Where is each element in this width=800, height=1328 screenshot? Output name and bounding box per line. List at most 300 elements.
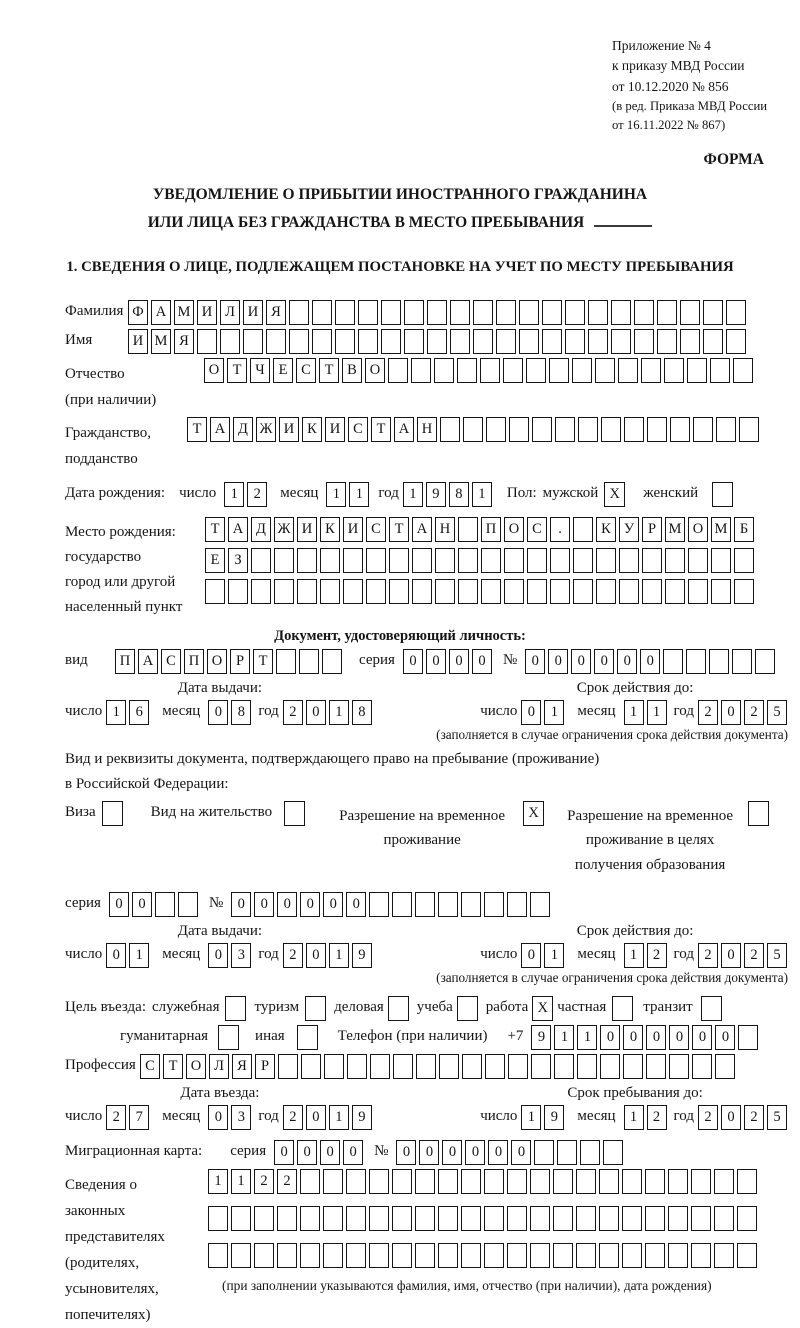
char-cell[interactable] xyxy=(714,1206,734,1231)
char-cell[interactable] xyxy=(618,358,638,383)
char-cell[interactable] xyxy=(532,417,552,442)
char-cell[interactable] xyxy=(588,300,608,325)
char-cell[interactable]: 2 xyxy=(698,1105,718,1130)
char-cell[interactable]: 0 xyxy=(396,1140,416,1165)
char-cell[interactable]: И xyxy=(243,300,263,325)
char-cell[interactable]: 5 xyxy=(767,1105,787,1130)
char-cell[interactable] xyxy=(504,579,524,604)
char-cell[interactable]: 0 xyxy=(472,649,492,674)
char-cell[interactable] xyxy=(600,1054,620,1079)
char-cell[interactable]: 0 xyxy=(511,1140,531,1165)
char-cell[interactable]: 8 xyxy=(231,700,251,725)
char-cell[interactable] xyxy=(389,548,409,573)
char-cell[interactable]: 0 xyxy=(721,943,741,968)
char-cell[interactable] xyxy=(346,1243,366,1268)
char-cell[interactable] xyxy=(322,649,342,674)
char-cell[interactable]: И xyxy=(325,417,345,442)
char-cell[interactable]: 0 xyxy=(623,1025,643,1050)
char-cell[interactable] xyxy=(392,1206,412,1231)
char-cell[interactable] xyxy=(343,548,363,573)
char-cell[interactable] xyxy=(680,300,700,325)
char-cell[interactable] xyxy=(530,892,550,917)
char-cell[interactable] xyxy=(463,417,483,442)
char-cell[interactable] xyxy=(530,1169,550,1194)
char-cell[interactable] xyxy=(323,1169,343,1194)
char-cell[interactable] xyxy=(577,1054,597,1079)
char-cell[interactable] xyxy=(509,417,529,442)
char-cell[interactable]: 0 xyxy=(109,892,129,917)
char-cell[interactable]: Т xyxy=(205,517,225,542)
char-cell[interactable]: 0 xyxy=(646,1025,666,1050)
char-cell[interactable] xyxy=(438,1169,458,1194)
char-cell[interactable]: А xyxy=(151,300,171,325)
char-cell[interactable]: 2 xyxy=(698,943,718,968)
char-cell[interactable] xyxy=(737,1243,757,1268)
residence-permit-checkbox[interactable] xyxy=(284,801,305,826)
char-cell[interactable]: Т xyxy=(319,358,339,383)
char-cell[interactable] xyxy=(297,548,317,573)
char-cell[interactable] xyxy=(381,300,401,325)
char-cell[interactable] xyxy=(289,329,309,354)
char-cell[interactable] xyxy=(438,1243,458,1268)
purpose-other-checkbox[interactable] xyxy=(297,1025,318,1050)
char-cell[interactable]: К xyxy=(302,417,322,442)
char-cell[interactable]: 0 xyxy=(323,892,343,917)
char-cell[interactable] xyxy=(484,1206,504,1231)
char-cell[interactable] xyxy=(542,300,562,325)
char-cell[interactable] xyxy=(481,579,501,604)
char-cell[interactable] xyxy=(435,579,455,604)
char-cell[interactable]: О xyxy=(207,649,227,674)
char-cell[interactable] xyxy=(599,1169,619,1194)
char-cell[interactable]: 0 xyxy=(521,943,541,968)
char-cell[interactable] xyxy=(254,1206,274,1231)
char-cell[interactable] xyxy=(601,417,621,442)
char-cell[interactable]: И xyxy=(279,417,299,442)
char-cell[interactable]: 5 xyxy=(767,700,787,725)
char-cell[interactable]: О xyxy=(204,358,224,383)
char-cell[interactable]: М xyxy=(174,300,194,325)
char-cell[interactable] xyxy=(739,417,759,442)
char-cell[interactable]: 1 xyxy=(208,1169,228,1194)
char-cell[interactable]: 0 xyxy=(306,1105,326,1130)
char-cell[interactable] xyxy=(733,358,753,383)
char-cell[interactable] xyxy=(278,1054,298,1079)
char-cell[interactable] xyxy=(688,548,708,573)
char-cell[interactable] xyxy=(178,892,198,917)
char-cell[interactable] xyxy=(389,579,409,604)
char-cell[interactable] xyxy=(507,1169,527,1194)
char-cell[interactable]: Н xyxy=(435,517,455,542)
char-cell[interactable]: Д xyxy=(233,417,253,442)
char-cell[interactable]: 0 xyxy=(419,1140,439,1165)
char-cell[interactable] xyxy=(663,649,683,674)
char-cell[interactable] xyxy=(346,1206,366,1231)
char-cell[interactable]: 1 xyxy=(231,1169,251,1194)
char-cell[interactable] xyxy=(657,329,677,354)
char-cell[interactable]: И xyxy=(128,329,148,354)
char-cell[interactable]: 0 xyxy=(465,1140,485,1165)
char-cell[interactable]: 0 xyxy=(231,892,251,917)
char-cell[interactable] xyxy=(504,548,524,573)
char-cell[interactable] xyxy=(312,329,332,354)
char-cell[interactable]: 1 xyxy=(349,482,369,507)
char-cell[interactable] xyxy=(572,358,592,383)
char-cell[interactable] xyxy=(734,548,754,573)
char-cell[interactable]: О xyxy=(688,517,708,542)
char-cell[interactable] xyxy=(496,300,516,325)
char-cell[interactable]: О xyxy=(365,358,385,383)
char-cell[interactable] xyxy=(416,1054,436,1079)
char-cell[interactable] xyxy=(205,579,225,604)
char-cell[interactable]: 1 xyxy=(106,700,126,725)
char-cell[interactable]: 9 xyxy=(544,1105,564,1130)
char-cell[interactable]: 7 xyxy=(129,1105,149,1130)
char-cell[interactable]: 5 xyxy=(767,943,787,968)
char-cell[interactable] xyxy=(641,358,661,383)
char-cell[interactable]: 0 xyxy=(721,1105,741,1130)
char-cell[interactable] xyxy=(709,649,729,674)
male-checkbox[interactable]: X xyxy=(604,482,625,507)
char-cell[interactable] xyxy=(320,579,340,604)
char-cell[interactable]: Я xyxy=(174,329,194,354)
char-cell[interactable] xyxy=(392,1169,412,1194)
char-cell[interactable]: Т xyxy=(253,649,273,674)
char-cell[interactable] xyxy=(688,579,708,604)
char-cell[interactable] xyxy=(473,329,493,354)
char-cell[interactable] xyxy=(596,548,616,573)
char-cell[interactable] xyxy=(461,1169,481,1194)
char-cell[interactable] xyxy=(457,358,477,383)
char-cell[interactable]: 1 xyxy=(624,943,644,968)
char-cell[interactable] xyxy=(526,358,546,383)
char-cell[interactable] xyxy=(301,1054,321,1079)
char-cell[interactable] xyxy=(343,579,363,604)
char-cell[interactable] xyxy=(243,329,263,354)
char-cell[interactable]: 1 xyxy=(544,700,564,725)
char-cell[interactable]: 0 xyxy=(297,1140,317,1165)
char-cell[interactable]: 1 xyxy=(224,482,244,507)
purpose-business-checkbox[interactable] xyxy=(388,996,409,1021)
char-cell[interactable] xyxy=(369,1243,389,1268)
char-cell[interactable]: Б xyxy=(734,517,754,542)
char-cell[interactable] xyxy=(438,1206,458,1231)
char-cell[interactable]: Д xyxy=(251,517,271,542)
char-cell[interactable]: М xyxy=(665,517,685,542)
char-cell[interactable]: 1 xyxy=(521,1105,541,1130)
char-cell[interactable]: 9 xyxy=(352,1105,372,1130)
char-cell[interactable] xyxy=(715,1054,735,1079)
char-cell[interactable] xyxy=(619,548,639,573)
char-cell[interactable]: 2 xyxy=(106,1105,126,1130)
char-cell[interactable] xyxy=(503,358,523,383)
char-cell[interactable]: Т xyxy=(163,1054,183,1079)
char-cell[interactable]: 0 xyxy=(132,892,152,917)
char-cell[interactable]: 1 xyxy=(329,943,349,968)
char-cell[interactable] xyxy=(231,1243,251,1268)
char-cell[interactable]: 0 xyxy=(571,649,591,674)
char-cell[interactable] xyxy=(220,329,240,354)
char-cell[interactable] xyxy=(623,1054,643,1079)
purpose-work-checkbox[interactable]: X xyxy=(532,996,553,1021)
char-cell[interactable] xyxy=(755,649,775,674)
char-cell[interactable] xyxy=(381,329,401,354)
char-cell[interactable]: 0 xyxy=(274,1140,294,1165)
char-cell[interactable] xyxy=(507,892,527,917)
char-cell[interactable] xyxy=(427,329,447,354)
char-cell[interactable] xyxy=(197,329,217,354)
char-cell[interactable] xyxy=(576,1243,596,1268)
char-cell[interactable]: 0 xyxy=(208,943,228,968)
char-cell[interactable] xyxy=(393,1054,413,1079)
char-cell[interactable] xyxy=(254,1243,274,1268)
char-cell[interactable] xyxy=(553,1169,573,1194)
char-cell[interactable] xyxy=(412,548,432,573)
char-cell[interactable] xyxy=(369,1206,389,1231)
char-cell[interactable] xyxy=(557,1140,577,1165)
char-cell[interactable]: 3 xyxy=(231,1105,251,1130)
char-cell[interactable]: 0 xyxy=(306,700,326,725)
char-cell[interactable]: 0 xyxy=(548,649,568,674)
char-cell[interactable] xyxy=(392,892,412,917)
char-cell[interactable]: 1 xyxy=(329,1105,349,1130)
char-cell[interactable]: С xyxy=(296,358,316,383)
char-cell[interactable] xyxy=(670,417,690,442)
char-cell[interactable]: У xyxy=(619,517,639,542)
char-cell[interactable]: Н xyxy=(417,417,437,442)
char-cell[interactable] xyxy=(473,300,493,325)
char-cell[interactable]: 0 xyxy=(300,892,320,917)
char-cell[interactable] xyxy=(726,329,746,354)
char-cell[interactable]: 8 xyxy=(352,700,372,725)
char-cell[interactable] xyxy=(335,329,355,354)
char-cell[interactable] xyxy=(320,548,340,573)
char-cell[interactable]: А xyxy=(412,517,432,542)
char-cell[interactable] xyxy=(450,329,470,354)
char-cell[interactable]: 0 xyxy=(208,1105,228,1130)
char-cell[interactable] xyxy=(507,1206,527,1231)
char-cell[interactable]: 0 xyxy=(343,1140,363,1165)
char-cell[interactable] xyxy=(484,892,504,917)
char-cell[interactable] xyxy=(711,548,731,573)
char-cell[interactable] xyxy=(687,358,707,383)
char-cell[interactable] xyxy=(714,1243,734,1268)
char-cell[interactable]: 0 xyxy=(488,1140,508,1165)
char-cell[interactable]: 2 xyxy=(744,943,764,968)
char-cell[interactable]: 3 xyxy=(231,943,251,968)
char-cell[interactable] xyxy=(622,1169,642,1194)
char-cell[interactable]: 0 xyxy=(669,1025,689,1050)
char-cell[interactable] xyxy=(599,1243,619,1268)
char-cell[interactable]: 0 xyxy=(525,649,545,674)
char-cell[interactable] xyxy=(588,329,608,354)
char-cell[interactable]: 9 xyxy=(426,482,446,507)
char-cell[interactable] xyxy=(481,548,501,573)
char-cell[interactable]: Я xyxy=(266,300,286,325)
char-cell[interactable] xyxy=(634,300,654,325)
char-cell[interactable] xyxy=(462,1054,482,1079)
char-cell[interactable] xyxy=(527,579,547,604)
char-cell[interactable] xyxy=(646,1054,666,1079)
char-cell[interactable]: 0 xyxy=(600,1025,620,1050)
char-cell[interactable] xyxy=(415,1169,435,1194)
char-cell[interactable] xyxy=(714,1169,734,1194)
char-cell[interactable]: 9 xyxy=(352,943,372,968)
char-cell[interactable]: В xyxy=(342,358,362,383)
char-cell[interactable] xyxy=(369,892,389,917)
char-cell[interactable]: 0 xyxy=(254,892,274,917)
char-cell[interactable] xyxy=(737,1169,757,1194)
char-cell[interactable] xyxy=(438,892,458,917)
char-cell[interactable] xyxy=(555,417,575,442)
char-cell[interactable] xyxy=(527,548,547,573)
char-cell[interactable] xyxy=(578,417,598,442)
purpose-private-checkbox[interactable] xyxy=(612,996,633,1021)
char-cell[interactable]: 0 xyxy=(442,1140,462,1165)
char-cell[interactable] xyxy=(484,1169,504,1194)
char-cell[interactable] xyxy=(691,1169,711,1194)
char-cell[interactable] xyxy=(553,1243,573,1268)
char-cell[interactable]: 2 xyxy=(283,1105,303,1130)
char-cell[interactable]: Р xyxy=(230,649,250,674)
char-cell[interactable]: Т xyxy=(371,417,391,442)
char-cell[interactable]: 9 xyxy=(531,1025,551,1050)
char-cell[interactable] xyxy=(531,1054,551,1079)
char-cell[interactable] xyxy=(392,1243,412,1268)
char-cell[interactable]: 0 xyxy=(715,1025,735,1050)
char-cell[interactable] xyxy=(645,1169,665,1194)
char-cell[interactable] xyxy=(703,300,723,325)
char-cell[interactable]: 0 xyxy=(521,700,541,725)
char-cell[interactable] xyxy=(415,1206,435,1231)
char-cell[interactable]: 2 xyxy=(254,1169,274,1194)
char-cell[interactable] xyxy=(710,358,730,383)
char-cell[interactable] xyxy=(485,1054,505,1079)
char-cell[interactable] xyxy=(668,1169,688,1194)
char-cell[interactable]: Ж xyxy=(274,517,294,542)
char-cell[interactable]: 0 xyxy=(320,1140,340,1165)
char-cell[interactable]: С xyxy=(161,649,181,674)
char-cell[interactable] xyxy=(665,579,685,604)
char-cell[interactable]: 0 xyxy=(640,649,660,674)
char-cell[interactable] xyxy=(347,1054,367,1079)
char-cell[interactable] xyxy=(458,517,478,542)
char-cell[interactable]: Ж xyxy=(256,417,276,442)
char-cell[interactable]: Т xyxy=(187,417,207,442)
char-cell[interactable] xyxy=(439,1054,459,1079)
char-cell[interactable] xyxy=(549,358,569,383)
char-cell[interactable] xyxy=(346,1169,366,1194)
char-cell[interactable]: 1 xyxy=(647,700,667,725)
char-cell[interactable] xyxy=(565,329,585,354)
char-cell[interactable] xyxy=(324,1054,344,1079)
char-cell[interactable] xyxy=(691,1206,711,1231)
purpose-transit-checkbox[interactable] xyxy=(701,996,722,1021)
char-cell[interactable] xyxy=(404,329,424,354)
char-cell[interactable] xyxy=(624,417,644,442)
char-cell[interactable] xyxy=(657,300,677,325)
char-cell[interactable]: 0 xyxy=(617,649,637,674)
char-cell[interactable]: А xyxy=(210,417,230,442)
char-cell[interactable] xyxy=(458,548,478,573)
char-cell[interactable] xyxy=(323,1243,343,1268)
char-cell[interactable]: 1 xyxy=(554,1025,574,1050)
char-cell[interactable] xyxy=(664,358,684,383)
char-cell[interactable] xyxy=(573,579,593,604)
char-cell[interactable]: О xyxy=(504,517,524,542)
char-cell[interactable] xyxy=(580,1140,600,1165)
char-cell[interactable] xyxy=(508,1054,528,1079)
char-cell[interactable]: 0 xyxy=(692,1025,712,1050)
char-cell[interactable]: С xyxy=(348,417,368,442)
char-cell[interactable]: К xyxy=(596,517,616,542)
char-cell[interactable]: С xyxy=(527,517,547,542)
char-cell[interactable] xyxy=(366,548,386,573)
char-cell[interactable] xyxy=(732,649,752,674)
char-cell[interactable] xyxy=(668,1206,688,1231)
char-cell[interactable]: О xyxy=(186,1054,206,1079)
char-cell[interactable] xyxy=(155,892,175,917)
char-cell[interactable]: Р xyxy=(255,1054,275,1079)
char-cell[interactable] xyxy=(251,548,271,573)
char-cell[interactable] xyxy=(622,1206,642,1231)
char-cell[interactable] xyxy=(550,548,570,573)
char-cell[interactable] xyxy=(496,329,516,354)
char-cell[interactable]: 0 xyxy=(594,649,614,674)
char-cell[interactable]: 1 xyxy=(577,1025,597,1050)
char-cell[interactable]: Ч xyxy=(250,358,270,383)
char-cell[interactable]: 2 xyxy=(277,1169,297,1194)
char-cell[interactable] xyxy=(507,1243,527,1268)
char-cell[interactable] xyxy=(542,329,562,354)
char-cell[interactable]: 8 xyxy=(449,482,469,507)
char-cell[interactable]: 2 xyxy=(283,943,303,968)
char-cell[interactable]: А xyxy=(138,649,158,674)
char-cell[interactable] xyxy=(642,548,662,573)
char-cell[interactable]: Е xyxy=(205,548,225,573)
char-cell[interactable] xyxy=(534,1140,554,1165)
char-cell[interactable] xyxy=(274,548,294,573)
char-cell[interactable] xyxy=(611,300,631,325)
temp-residence-education-checkbox[interactable] xyxy=(748,801,769,826)
char-cell[interactable] xyxy=(266,329,286,354)
char-cell[interactable] xyxy=(622,1243,642,1268)
char-cell[interactable] xyxy=(603,1140,623,1165)
char-cell[interactable] xyxy=(289,300,309,325)
char-cell[interactable] xyxy=(553,1206,573,1231)
visa-checkbox[interactable] xyxy=(102,801,123,826)
char-cell[interactable]: 0 xyxy=(403,649,423,674)
char-cell[interactable] xyxy=(642,579,662,604)
char-cell[interactable]: Р xyxy=(642,517,662,542)
char-cell[interactable] xyxy=(480,358,500,383)
char-cell[interactable]: 1 xyxy=(472,482,492,507)
char-cell[interactable] xyxy=(703,329,723,354)
char-cell[interactable]: П xyxy=(184,649,204,674)
char-cell[interactable] xyxy=(595,358,615,383)
char-cell[interactable]: С xyxy=(140,1054,160,1079)
char-cell[interactable] xyxy=(297,579,317,604)
char-cell[interactable]: 6 xyxy=(129,700,149,725)
char-cell[interactable]: 2 xyxy=(647,1105,667,1130)
char-cell[interactable] xyxy=(366,579,386,604)
char-cell[interactable]: Л xyxy=(209,1054,229,1079)
purpose-study-checkbox[interactable] xyxy=(457,996,478,1021)
char-cell[interactable]: И xyxy=(297,517,317,542)
char-cell[interactable]: Е xyxy=(273,358,293,383)
char-cell[interactable] xyxy=(404,300,424,325)
char-cell[interactable] xyxy=(434,358,454,383)
